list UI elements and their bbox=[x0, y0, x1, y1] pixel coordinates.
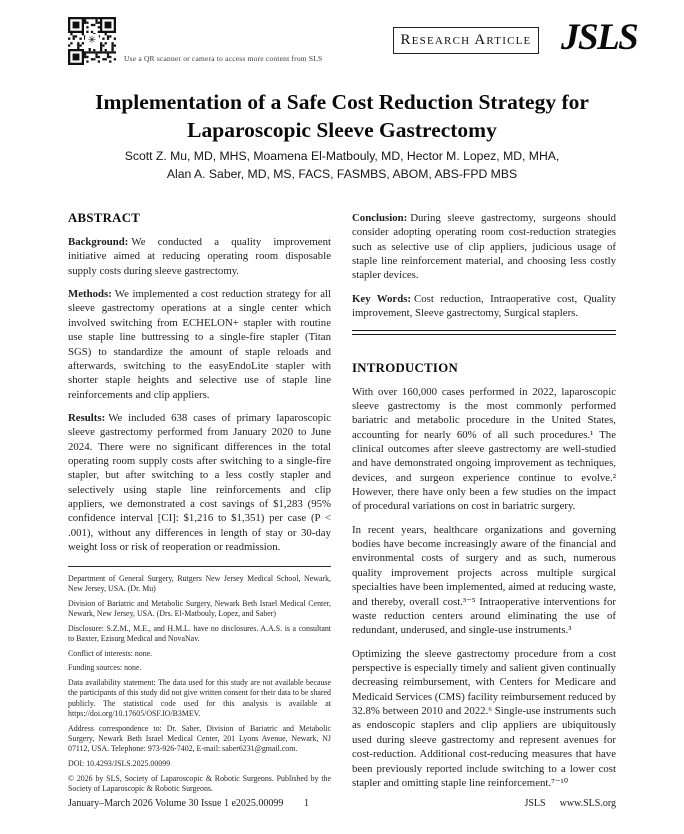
footer-issue-info: January–March 2026 Volume 30 Issue 1 e2025.00099 bbox=[68, 798, 284, 809]
keywords-text: Cost reduction, Intraoperative cost, Quality improvement, Sleeve gastrectomy, Surgical staplers. bbox=[352, 292, 616, 320]
page-footer bbox=[68, 798, 616, 812]
methods-paragraph bbox=[68, 287, 331, 402]
footer-page-number: 1 bbox=[304, 798, 309, 809]
intro-paragraph-3: Optimizing the sleeve gastrectomy procedure from a cost perspective is especially timely and salient given continually decreasing reimbursement, with Centers for Medicare and Medicaid Services (CMS) facility reimbursement reduced by 32.8% between 2010 and 2022.⁶ Single-use instruments such as endoscopic staplers and clip appliers are ubiquitously used during sleeve gastrectomy and represent avenues for cost-reduction. Additional cost-reducing measures that have been previously reported include switching to a lower cost stapler and omitting staple line reinforcement.⁷⁻¹⁰ bbox=[352, 647, 616, 789]
footer-journal-info bbox=[524, 798, 616, 809]
conclusion-text: During sleeve gastrectomy, surgeons should consider adopting operating room cost-reduction strategies such as selective use of clip appliers, judicious usage of staple line reinforcement material, and choosing less costly stapler devices. bbox=[352, 212, 616, 282]
results-text: We included 638 cases of primary laparoscopic sleeve gastrectomy performed from January 2020 to June 2024. There were no significant differences in the total operating room supply costs after switching to a single-fire stapler, but after switching to a less costly stapler and selectively using staple line reinforcements and clip appliers, we demonstrated a cost savings of $1,283 (95% confidence interval [CI]: $1,216 to $1,351) per case (P < .001), without any differences in length of stay or 30-day weight loss or risk of reoperation or readmission. bbox=[68, 411, 331, 554]
footnote-data-availability: Data availability statement: The data used for this study are not available because the participants of this study did not give written consent for their data to be shared publicly. The statistical code used for this analysis is available at https://doi.org/10.17605/OSF.IO/B3MEV. bbox=[68, 678, 331, 718]
article-title: Implementation of a Safe Cost Reduction Strategy for Laparoscopic Sleeve Gastrectomy bbox=[95, 90, 589, 142]
keywords-label: Key Words: bbox=[352, 292, 412, 305]
intro-paragraph-1: With over 160,000 cases performed in 2022, laparoscopic sleeve gastrectomy is the most commonly performed bariatric and metabolic procedure in the United States, accounting for nearly 60% of all such procedures.¹ The clinical outcomes after sleeve gastrectomy are well-studied and have demonstrated ongoing improvement as techniques, devices, and surgeon experience continue to evolve.² However, there have only been a few studies on the impact of procedural variations on cost in bariatric surgery. bbox=[352, 385, 616, 513]
right-column bbox=[352, 211, 616, 799]
results-label: Results: bbox=[68, 411, 106, 424]
background-paragraph bbox=[68, 235, 331, 278]
conclusion-label: Conclusion: bbox=[352, 212, 408, 224]
footer-journal-url: www.SLS.org bbox=[559, 798, 616, 809]
methods-label: Methods: bbox=[68, 288, 112, 301]
footnote-affiliation-2: Division of Bariatric and Metabolic Surgery, Newark Beth Israel Medical Center, Newark, New Jersey, USA. (Drs. El-Matbouly, Lopez, and Saber) bbox=[68, 598, 331, 618]
footnote-correspondence: Address correspondence to: Dr. Saber, Division of Bariatric and Metabolic Surgery, Newark Beth Israel Medical Center, 201 Lyons Avenue, Newark, NJ 07112, USA. Telephone: 973-926-7402, E-mail: saber6231@gmail.com. bbox=[68, 723, 331, 754]
footnote-conflict: Conflict of interests: none. bbox=[68, 648, 153, 658]
author-list bbox=[30, 147, 654, 184]
intro-paragraph-2: In recent years, healthcare organizations and governing bodies have become increasingly aware of the financial and environmental costs of surgery and as such, numerous quality improvement projects across multiple surgical specialties have been implemented, aimed at reducing waste, and thereby, overall cost.³⁻⁵ Intraoperative interventions for waste reduction centers around eliminating the use of redundant, underused, and single-use instruments.³ bbox=[352, 523, 616, 637]
qr-caption: Use a QR scanner or camera to access more content from SLS bbox=[124, 54, 323, 63]
authors-line-1: Scott Z. Mu, MD, MHS, Moamena El-Matbouly, MD, Hector M. Lopez, MD, MHA, bbox=[124, 149, 560, 163]
keywords-divider bbox=[352, 330, 616, 335]
authors-line-2: Alan A. Saber, MD, MS, FACS, FASMBS, ABOM, ABS-FPD MBS bbox=[166, 167, 518, 182]
footnote-funding: Funding sources: none. bbox=[68, 663, 142, 673]
footnote-disclosure: Disclosure: S.Z.M., M.E., and H.M.L. have no disclosures. A.A.S. is a consultant to Baxter, Ezisurg Medical and NovaNav. bbox=[68, 623, 331, 643]
conclusion-paragraph bbox=[352, 211, 616, 283]
introduction-heading: INTRODUCTION bbox=[352, 360, 458, 375]
keywords-paragraph bbox=[352, 292, 616, 321]
methods-text: We implemented a cost reduction strategy for all sleeve gastrectomy operations at a single center which involved switching from ECHELON+ stapler with routine use staple line buttressing to a single-fire stapler (Titan SGS) to standardize the amount of staple reloads and afterwards, switching to the easyEndoLite stapler with shorter staple heights and selective use of staple line reinforcements and clip appliers. bbox=[68, 288, 331, 401]
left-column bbox=[68, 211, 331, 799]
background-label: Background: bbox=[68, 236, 129, 248]
qr-code-icon bbox=[68, 17, 116, 65]
qr-center-logo: ✳ bbox=[85, 34, 99, 48]
abstract-heading: ABSTRACT bbox=[68, 211, 141, 225]
article-type-badge: Research Article bbox=[393, 27, 539, 54]
footnote-copyright: © 2026 by SLS, Society of Laparoscopic & Robotic Surgeons. Published by the Society of Laparoscopic & Robotic Surgeons. bbox=[68, 773, 331, 794]
qr-block bbox=[68, 17, 322, 65]
journal-logo: JSLS bbox=[561, 17, 638, 58]
footer-journal-name: JSLS bbox=[524, 798, 546, 809]
footnote-affiliation-1: Department of General Surgery, Rutgers New Jersey Medical School, Newark, New Jersey, USA. (Dr. Mu) bbox=[68, 573, 331, 593]
background-text: We conducted a quality improvement initiative aimed at reducing operating room disposable supply costs during sleeve gastrectomy. bbox=[68, 236, 331, 277]
results-paragraph bbox=[68, 411, 331, 555]
footnote-divider bbox=[68, 566, 331, 567]
footnote-doi: DOI: 10.4293/JSLS.2025.00099 bbox=[68, 759, 171, 769]
